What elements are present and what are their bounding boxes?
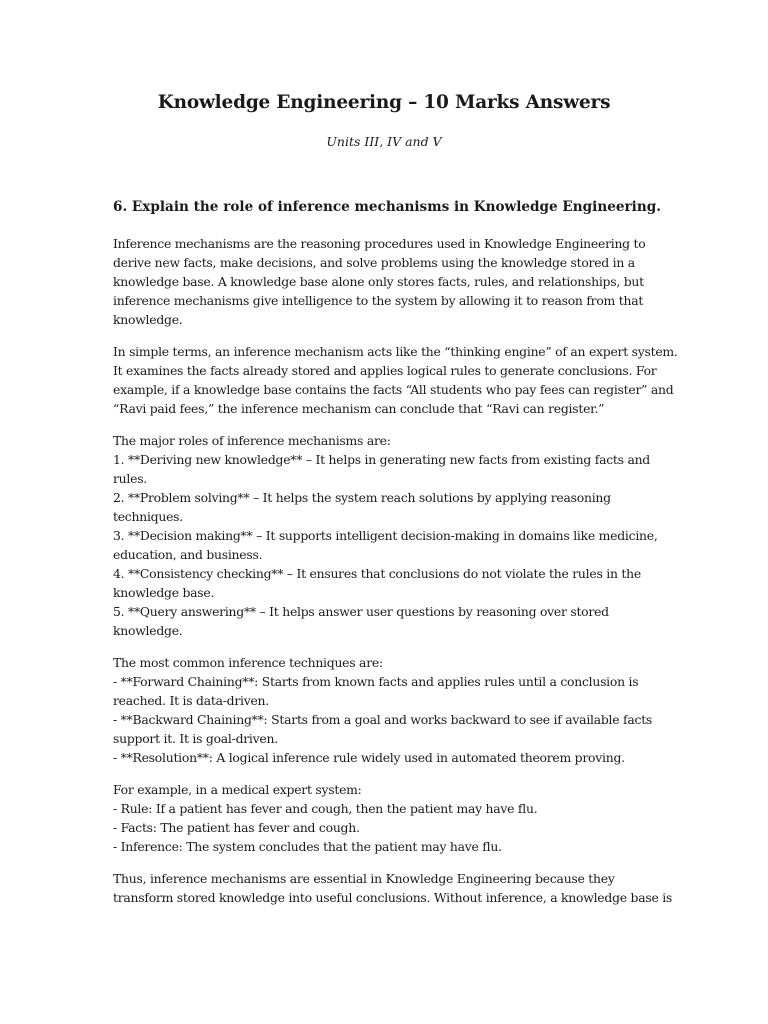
- list-item: - Facts: The patient has fever and cough.: [113, 820, 360, 835]
- paragraph-intro: [113, 234, 661, 329]
- list-item: - **Forward Chaining**: Starts from known facts and applies rules until a conclusion is: [113, 674, 639, 689]
- list-item-continuation: techniques.: [113, 509, 183, 524]
- paragraph-line: derive new facts, make decisions, and solve problems using the knowledge stored in a: [113, 255, 635, 270]
- list-item: - **Backward Chaining**: Starts from a goal and works backward to see if available facts: [113, 712, 653, 727]
- question-heading: 6. Explain the role of inference mechanisms in Knowledge Engineering.: [113, 199, 661, 215]
- paragraph-line: Thus, inference mechanisms are essential in Knowledge Engineering because they: [113, 871, 615, 886]
- list-heading: The major roles of inference mechanisms are:: [113, 433, 391, 448]
- paragraph-line: In simple terms, an inference mechanism acts like the “thinking engine” of an expert system.: [113, 344, 678, 359]
- list-heading: For example, in a medical expert system:: [113, 782, 362, 797]
- document-title: Knowledge Engineering – 10 Marks Answers: [157, 92, 611, 113]
- paragraph-line: example, if a knowledge base contains the facts “All students who pay fees can register” and: [113, 382, 674, 397]
- document-subtitle: Units III, IV and V: [326, 134, 442, 149]
- list-item-continuation: education, and business.: [113, 547, 263, 562]
- list-item: - Rule: If a patient has fever and cough, then the patient may have flu.: [113, 801, 538, 816]
- list-item: 5. **Query answering** – It helps answer user questions by reasoning over stored: [113, 604, 609, 619]
- list-item-continuation: rules.: [113, 471, 147, 486]
- list-item: 3. **Decision making** – It supports intelligent decision-making in domains like medicine,: [113, 528, 658, 543]
- medical-example-list: [113, 780, 661, 856]
- major-roles-list: [113, 431, 661, 640]
- paragraph-line: “Ravi paid fees,” the inference mechanism can conclude that “Ravi can register.”: [113, 401, 605, 416]
- paragraph-line: It examines the facts already stored and applies logical rules to generate conclusions. For: [113, 363, 657, 378]
- paragraph-line: knowledge.: [113, 312, 183, 327]
- list-item: - Inference: The system concludes that the patient may have flu.: [113, 839, 502, 854]
- paragraph-line: knowledge base. A knowledge base alone only stores facts, rules, and relationships, but: [113, 274, 644, 289]
- list-item-continuation: knowledge base.: [113, 585, 215, 600]
- paragraph-thinking-engine: [113, 342, 678, 418]
- paragraph-conclusion: [113, 869, 673, 907]
- list-item-continuation: support it. It is goal-driven.: [113, 731, 278, 746]
- inference-techniques-list: [113, 653, 661, 767]
- list-item: 1. **Deriving new knowledge** – It helps in generating new facts from existing facts and: [113, 452, 650, 467]
- paragraph-line: Inference mechanisms are the reasoning procedures used in Knowledge Engineering to: [113, 236, 646, 251]
- paragraph-line: inference mechanisms give intelligence to the system by allowing it to reason from that: [113, 293, 644, 308]
- list-item-continuation: reached. It is data-driven.: [113, 693, 269, 708]
- list-item-continuation: knowledge.: [113, 623, 183, 638]
- list-item: - **Resolution**: A logical inference rule widely used in automated theorem proving.: [113, 750, 625, 765]
- paragraph-line: transform stored knowledge into useful conclusions. Without inference, a knowledge base is: [113, 890, 673, 905]
- answer-content: [113, 198, 678, 920]
- list-heading: The most common inference techniques are:: [113, 655, 383, 670]
- list-item: 2. **Problem solving** – It helps the system reach solutions by applying reasoning: [113, 490, 611, 505]
- list-item: 4. **Consistency checking** – It ensures that conclusions do not violate the rules in the: [113, 566, 641, 581]
